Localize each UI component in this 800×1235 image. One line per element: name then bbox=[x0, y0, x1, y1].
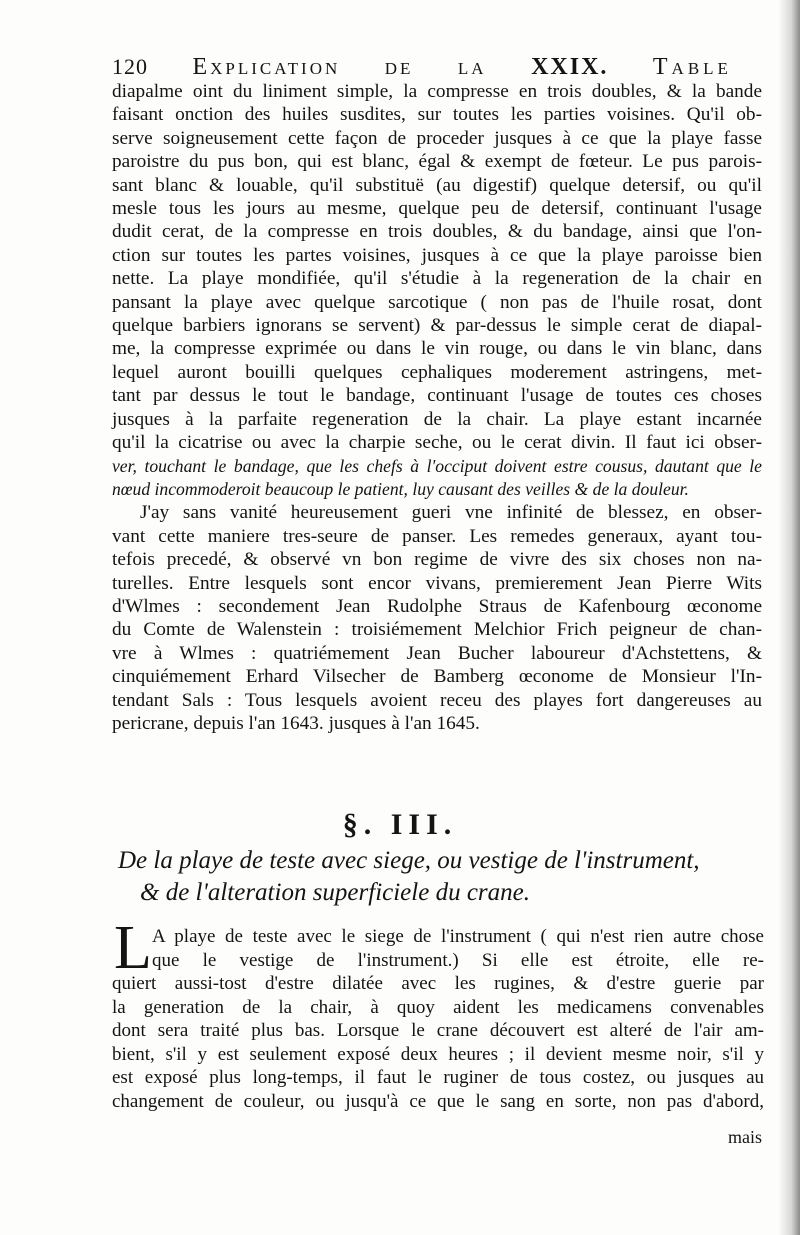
text-line: vant cette maniere tres-seure de panser. Les remedes generaux, ayant tou- bbox=[112, 525, 762, 547]
text-line: me, la compresse exprimée ou dans le vin rouge, ou dans le vin blanc, dans bbox=[112, 338, 762, 360]
text-line: dudit cerat, de la compresse en trois doubles, & du bandage, ainsi que l'on- bbox=[112, 221, 762, 243]
drop-cap: L bbox=[114, 914, 152, 982]
running-title-word: de bbox=[384, 54, 414, 80]
text-line: du Comte de Walenstein : troisiémement Melchior Frich peigneur de chan- bbox=[112, 619, 762, 641]
text-line: tant par dessus le tout le bandage, continuant l'usage de toutes ces choses bbox=[112, 385, 762, 407]
text-line: faisant onction des huiles susdites, sur toutes les parties voisines. Qu'il ob- bbox=[112, 104, 762, 126]
running-title-word: XXIX. bbox=[531, 54, 609, 80]
text-line: que le vestige de l'instrument.) Si elle est étroite, elle re- bbox=[152, 949, 764, 971]
text-line: qu'il la cicatrise ou avec la charpie seche, ou le cerat divin. Il faut ici obser- bbox=[112, 432, 762, 454]
text-line: nette. La playe mondifiée, qu'il s'étudie à la regeneration de la chair en bbox=[112, 268, 762, 290]
text-line: tefois precedé, & observé vn bon regime de vivre des six choses non na- bbox=[112, 549, 762, 571]
text-line: changement de couleur, ou jusqu'à ce que le sang en sorte, non pas d'abord, bbox=[112, 1090, 764, 1112]
italic-line: ver, touchant le bandage, que les chefs à l'occiput doivent estre cousus, dautant que le bbox=[112, 455, 762, 476]
text-line: sant blanc & louable, qu'il substituë (au digestif) quelque detersif, ou qu'il bbox=[112, 174, 762, 196]
text-line: J'ay sans vanité heureusement gueri vne infinité de blessez, en obser- bbox=[140, 502, 762, 524]
text-line: cinquiémement Erhard Vilsecher de Bamberg œconome de Monsieur l'In- bbox=[112, 666, 762, 688]
main-text bbox=[112, 80, 762, 735]
text-line: lequel auront bouilli quelques cephaliques moderement astringens, met- bbox=[112, 361, 762, 383]
text-line: turelles. Entre lesquels sont encor vivans, premierement Jean Pierre Wits bbox=[112, 572, 762, 594]
italic-line: nœud incommoderoit beaucoup le patient, luy causant des veilles & de la douleur. bbox=[112, 478, 689, 499]
page-gutter-shadow bbox=[778, 0, 800, 1235]
text-line: serve soigneusement cette façon de proceder jusques à ce que la playe fasse bbox=[112, 127, 762, 149]
text-line: bient, s'il y est seulement exposé deux heures ; il devient mesme noir, s'il y bbox=[112, 1043, 764, 1065]
text-line: d'Wlmes : secondement Jean Rudolphe Straus de Kafenbourg œconome bbox=[112, 595, 762, 617]
text-line: quelque barbiers ignorans se servent) & par-dessus le simple cerat de diapal- bbox=[112, 315, 762, 337]
heading-line: & de l'alteration superficiele du crane. bbox=[140, 879, 530, 906]
text-line: diapalme oint du liniment simple, la compresse en trois doubles, & la bande bbox=[112, 81, 762, 102]
text-line: paroistre du pus bon, qui est blanc, égal & exempt de fœteur. Le pus parois- bbox=[112, 151, 762, 173]
text-line: est exposé plus long-temps, il faut le ruginer de tous costez, ou jusques au bbox=[112, 1067, 764, 1088]
catchword: mais bbox=[728, 1127, 762, 1147]
text-line: vre à Wlmes : quatriémement Jean Bucher laboureur d'Achstettens, & bbox=[112, 642, 762, 664]
running-title-word: la bbox=[457, 54, 487, 80]
text-line: A playe de teste avec le siege de l'instrument ( qui n'est rien autre chose bbox=[152, 926, 764, 947]
text-line: pansant la playe avec quelque sarcotique ( non pas de l'huile rosat, dont bbox=[112, 291, 762, 313]
running-title-word: Explication bbox=[192, 54, 341, 80]
text-line: la generation de la chair, à quoy aident les medicamens convenables bbox=[112, 996, 764, 1018]
section-heading bbox=[118, 845, 768, 909]
text-line: pericrane, depuis l'an 1643. jusques à l'an 1645. bbox=[112, 712, 480, 734]
text-line: jusques à la parfaite regeneration de la chair. La playe estant incarnée bbox=[112, 408, 762, 430]
text-line: quiert aussi-tost d'estre dilatée avec les rugines, & d'estre guerie par bbox=[112, 973, 764, 994]
running-head bbox=[112, 54, 732, 81]
text-line: tendant Sals : Tous lesquels avoient receu des playes fort dangereuses au bbox=[112, 689, 762, 711]
text-line: ction sur toutes les partes voisines, jusques à ce que la playe paroisse bien bbox=[112, 244, 762, 266]
section-text bbox=[112, 925, 764, 1113]
page-number: 120 bbox=[112, 54, 148, 79]
heading-line: De la playe de teste avec siege, ou vestige de l'instrument, bbox=[118, 847, 700, 874]
text-line: dont sera traité plus bas. Lorsque le crane découvert est alteré de l'air am- bbox=[112, 1020, 764, 1041]
running-title-word: Table bbox=[652, 54, 732, 80]
section-number: §. III. bbox=[342, 808, 458, 841]
text-line: mesle tous les jours au mesme, quelque peu de detersif, continuant l'usage bbox=[112, 198, 762, 220]
